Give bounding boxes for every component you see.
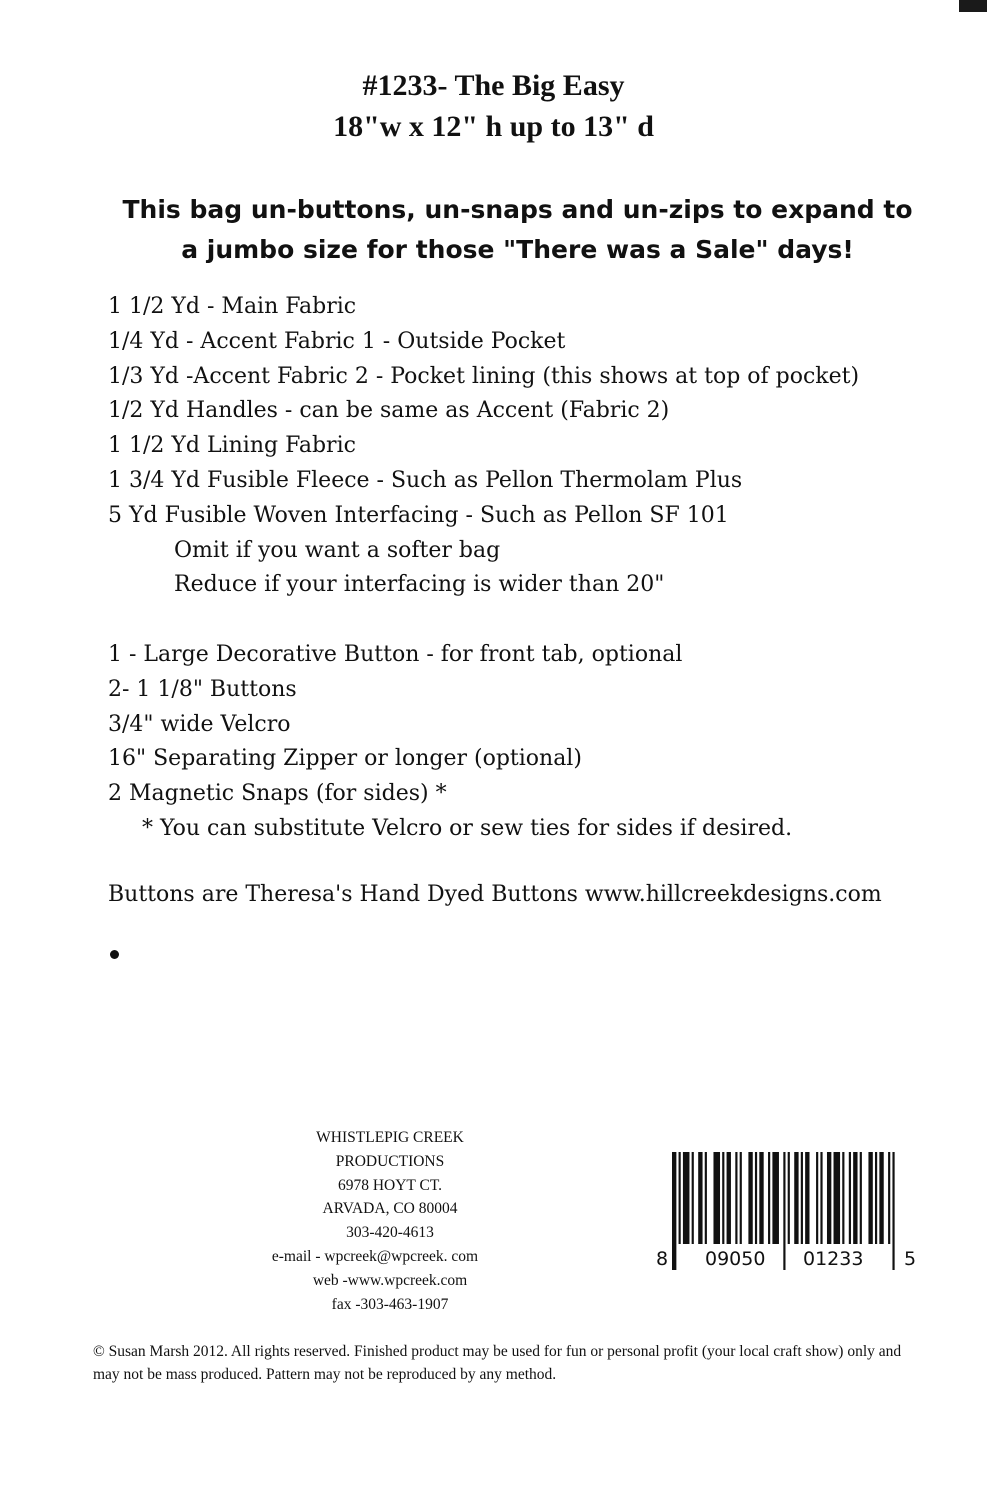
barcode-digit-right: 5 (904, 1248, 917, 1270)
barcode-bar (722, 1152, 724, 1244)
interfacing-note: Omit if you want a softer bag (174, 537, 501, 563)
publisher-email: e-mail - wpcreek@wpcreek. com (271, 1247, 479, 1265)
barcode (656, 1152, 916, 1272)
barcode-bar (772, 1152, 779, 1244)
barcode-bar (740, 1152, 742, 1244)
barcode-bar (805, 1152, 809, 1244)
barcode-bar (713, 1152, 720, 1244)
pattern-title: #1233- The Big Easy (362, 69, 625, 102)
barcode-bar (816, 1152, 818, 1244)
publisher-street: 6978 HOYT CT. (337, 1176, 443, 1194)
headline-line-2: a jumbo size for those "There was a Sale" days! (181, 235, 854, 264)
barcode-digit-left: 8 (656, 1248, 669, 1270)
publisher-address (230, 1126, 550, 1316)
material-item: 1 1/2 Yd Lining Fabric (108, 433, 356, 459)
pattern-dimensions: 18"w x 12" h up to 13" d (333, 110, 654, 143)
notion-item: 16" Separating Zipper or longer (optional) (108, 746, 582, 772)
material-item: 1 3/4 Yd Fusible Fleece - Such as Pellon Thermolam Plus (108, 467, 743, 493)
barcode-bar (727, 1152, 731, 1244)
barcode-bar (788, 1152, 790, 1244)
list-spacer (108, 603, 859, 638)
barcode-bar (827, 1152, 831, 1244)
bullet-dot (110, 950, 119, 959)
notion-item: 1 - Large Decorative Button - for front tab, optional (108, 641, 683, 667)
material-item: 1/4 Yd - Accent Fabric 1 - Outside Pocket (108, 328, 566, 354)
barcode-bar (692, 1152, 694, 1244)
barcode-bar (735, 1152, 737, 1244)
barcode-bar (759, 1152, 763, 1244)
barcode-bar (783, 1152, 785, 1270)
barcode-bar (794, 1152, 798, 1244)
interfacing-note: Reduce if your interfacing is wider than 20" (174, 572, 665, 598)
barcode-bar (834, 1152, 841, 1244)
barcode-bar (748, 1152, 752, 1244)
notion-item: 3/4" wide Velcro (108, 711, 291, 737)
notions-footnote: * You can substitute Velcro or sew ties for sides if desired. (142, 815, 793, 841)
supply-list (108, 290, 859, 847)
publisher-web: web -www.wpcreek.com (312, 1271, 468, 1289)
barcode-bar (683, 1152, 690, 1244)
barcode-bar (875, 1152, 877, 1244)
headline-line-1: This bag un-buttons, un-snaps and un-zips to expand to (122, 195, 913, 224)
notion-item: 2- 1 1/8" Buttons (108, 676, 297, 702)
barcode-bar (879, 1152, 883, 1244)
barcode-bar (888, 1152, 890, 1244)
barcode-bar (892, 1152, 894, 1270)
barcode-bar (705, 1152, 707, 1244)
publisher-fax: fax -303-463-1907 (331, 1295, 449, 1313)
barcode-bar (801, 1152, 803, 1244)
barcode-bar (820, 1152, 822, 1244)
barcode-bar (755, 1152, 757, 1244)
barcode-bar (849, 1152, 851, 1244)
barcode-bar (679, 1152, 681, 1244)
barcode-group-2: 01233 (803, 1248, 864, 1270)
material-item: 1 1/2 Yd - Main Fabric (108, 294, 357, 319)
publisher-name: WHISTLEPIG CREEK (316, 1129, 464, 1146)
material-item: 1/2 Yd Handles - can be same as Accent (Fabric 2) (108, 398, 670, 424)
material-item: 5 Yd Fusible Woven Interfacing - Such as Pellon SF 101 (108, 502, 729, 528)
barcode-bar (672, 1152, 676, 1270)
publisher-name-cont: PRODUCTIONS (335, 1152, 445, 1170)
barcode-bar (868, 1152, 872, 1244)
barcode-group-1: 09050 (705, 1248, 766, 1270)
barcode-bar (860, 1152, 862, 1244)
publisher-phone: 303-420-4613 (346, 1224, 434, 1242)
barcode-bar (698, 1152, 702, 1244)
material-item: 1/3 Yd -Accent Fabric 2 - Pocket lining (this shows at top of pocket) (108, 363, 860, 389)
barcode-bar (768, 1152, 770, 1244)
scan-edge-mark (959, 0, 987, 12)
copyright-notice: © Susan Marsh 2012. All rights reserved. Finished product may be used for fun or personal profit (your local craft show) only and may not be mass produced. Pattern may not be reproduced by any method. (93, 1343, 902, 1383)
publisher-city: ARVADA, CO 80004 (322, 1200, 458, 1218)
barcode-bar (853, 1152, 857, 1244)
notion-item: 2 Magnetic Snaps (for sides) * (108, 781, 447, 807)
barcode-bar (842, 1152, 844, 1244)
buttons-credit: Buttons are Theresa's Hand Dyed Buttons www.hillcreekdesigns.com (108, 882, 882, 907)
